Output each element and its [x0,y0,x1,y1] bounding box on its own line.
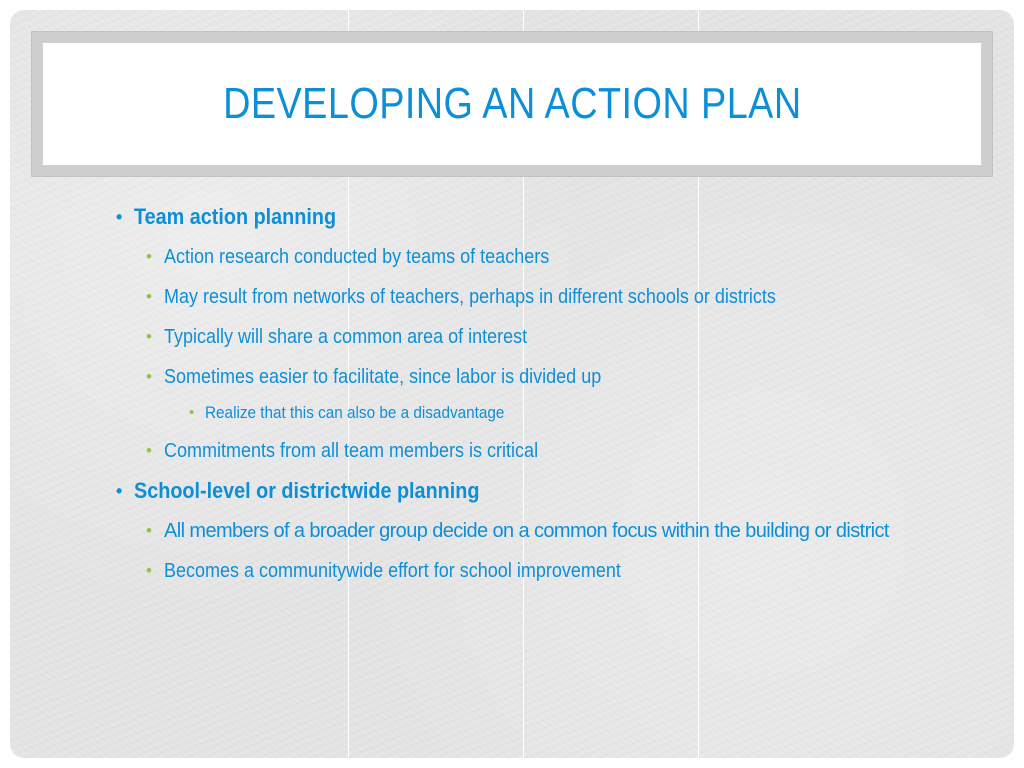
bullet-icon: • [146,561,152,580]
bullet-icon: • [146,247,152,266]
sub-list-item [106,401,936,425]
list-item [106,517,936,545]
bullet-icon: • [146,327,152,346]
bullet-team-action-planning [106,203,936,231]
title-frame [31,31,993,177]
list-item [106,557,936,585]
list-item-text: Typically will share a common area of interest [164,326,528,348]
slide [10,10,1014,758]
bullet-icon: • [116,481,123,501]
list-item [106,323,936,351]
list-item-text: Becomes a communitywide effort for school improvement [164,560,621,582]
bullet-icon: • [146,287,152,306]
slide-title: DEVELOPING AN ACTION PLAN [222,79,802,128]
list-item-text: Sometimes easier to facilitate, since labor is divided up [164,366,602,388]
list-item [106,243,936,271]
bullet-icon: • [146,441,152,460]
list-item [106,363,936,391]
list-item-text: All members of a broader group decide on a common focus within the building or district [164,520,889,542]
section-heading: School-level or districtwide planning [134,478,480,503]
bullet-school-level-planning [106,477,936,505]
title-box [43,43,981,165]
list-item-text: Commitments from all team members is critical [164,440,539,462]
bullet-icon: • [146,367,152,386]
list-item [106,437,936,465]
bullet-icon: • [116,207,123,227]
list-item-text: Action research conducted by teams of teachers [164,246,550,268]
list-item [106,283,936,311]
bullet-icon: • [146,521,152,540]
sub-list-item-text: Realize that this can also be a disadvantage [205,403,505,422]
list-item-text: May result from networks of teachers, perhaps in different schools or districts [164,286,776,308]
bullet-icon: • [189,404,195,421]
section-heading: Team action planning [134,204,337,229]
slide-content [106,203,936,597]
